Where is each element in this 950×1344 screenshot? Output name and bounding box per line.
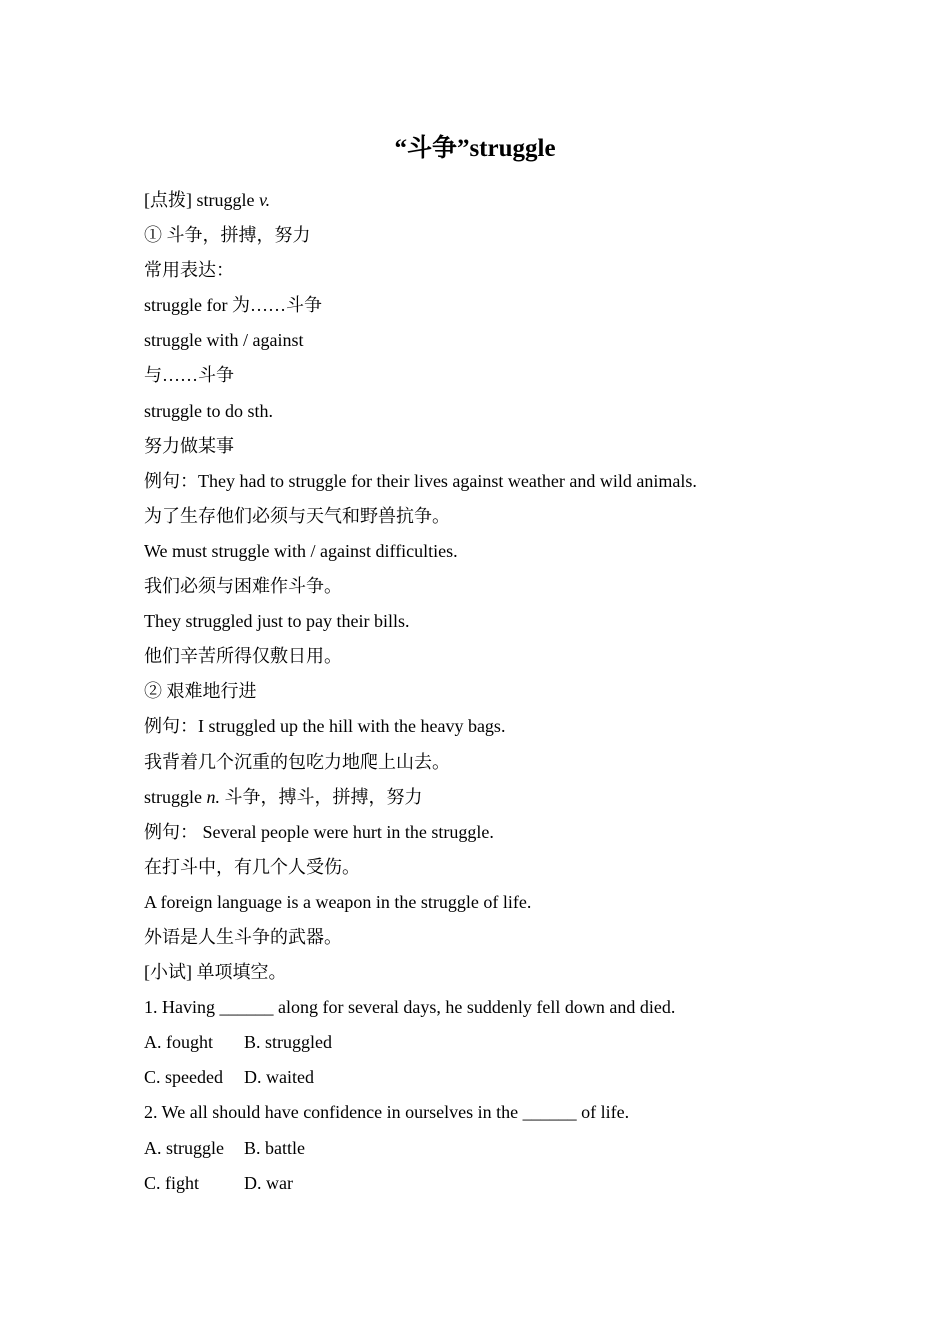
example-translation: 为了生存他们必须与天气和野兽抗争。 — [144, 505, 450, 526]
question-2-stem: 2. We all should have confidence in ourselves in the ______ of life. — [144, 1102, 630, 1123]
part-of-speech: n. — [206, 786, 220, 807]
expression-line: struggle for 为……斗争 — [144, 295, 322, 316]
question-1-options-row — [144, 1060, 844, 1095]
hint-label: [点拨] struggle — [144, 190, 259, 210]
part-of-speech: v. — [258, 190, 271, 210]
example-sentence: 例句：They had to struggle for their lives against weather and wild animals. — [144, 470, 697, 491]
common-expressions-label: 常用表达： — [144, 260, 234, 281]
document-body — [144, 183, 844, 1201]
question-1-stem: 1. Having ______ along for several days, he suddenly fell down and died. — [144, 997, 676, 1018]
expression-translation: 与……斗争 — [144, 365, 234, 386]
sense-1: ① 斗争，拼搏，努力 — [144, 225, 311, 246]
option-b: B. battle — [244, 1137, 305, 1158]
option-d: D. waited — [244, 1067, 314, 1088]
example-translation: 外语是人生斗争的武器。 — [144, 926, 342, 947]
example-translation: 他们辛苦所得仅敷日用。 — [144, 646, 342, 667]
option-a: A. struggle — [144, 1137, 224, 1158]
example-sentence: A foreign language is a weapon in the struggle of life. — [144, 891, 532, 912]
page-title: “斗争”struggle — [394, 135, 556, 162]
example-sentence: 例句：I struggled up the hill with the heavy bags. — [144, 716, 506, 737]
example-sentence: They struggled just to pay their bills. — [144, 611, 410, 632]
question-2-options-row — [144, 1131, 844, 1166]
example-sentence: We must struggle with / against difficulties. — [144, 540, 458, 561]
option-c: C. fight — [144, 1172, 200, 1193]
example-translation: 我们必须与困难作斗争。 — [144, 576, 342, 597]
option-c: C. speeded — [144, 1067, 223, 1088]
example-translation: 在打斗中，有几个人受伤。 — [144, 856, 360, 877]
question-1-options-row — [144, 1025, 844, 1060]
quiz-heading: [小试] 单项填空。 — [144, 962, 287, 983]
expression-line: struggle to do sth. — [144, 400, 273, 421]
sense-2: ② 艰难地行进 — [144, 681, 257, 702]
hint-verb-line — [144, 183, 844, 218]
option-d: D. war — [244, 1172, 293, 1193]
noun-definition: 斗争，搏斗，拼搏，努力 — [220, 786, 423, 807]
option-a: A. fought — [144, 1032, 213, 1053]
expression-translation: 努力做某事 — [144, 435, 234, 456]
example-translation: 我背着几个沉重的包吃力地爬上山去。 — [144, 751, 450, 772]
expression-line: struggle with / against — [144, 330, 304, 351]
question-2-options-row — [144, 1166, 844, 1201]
headword: struggle — [144, 786, 207, 807]
noun-definition-line — [144, 780, 844, 815]
option-b: B. struggled — [244, 1032, 332, 1053]
example-sentence: 例句： Several people were hurt in the struggle. — [144, 821, 494, 842]
